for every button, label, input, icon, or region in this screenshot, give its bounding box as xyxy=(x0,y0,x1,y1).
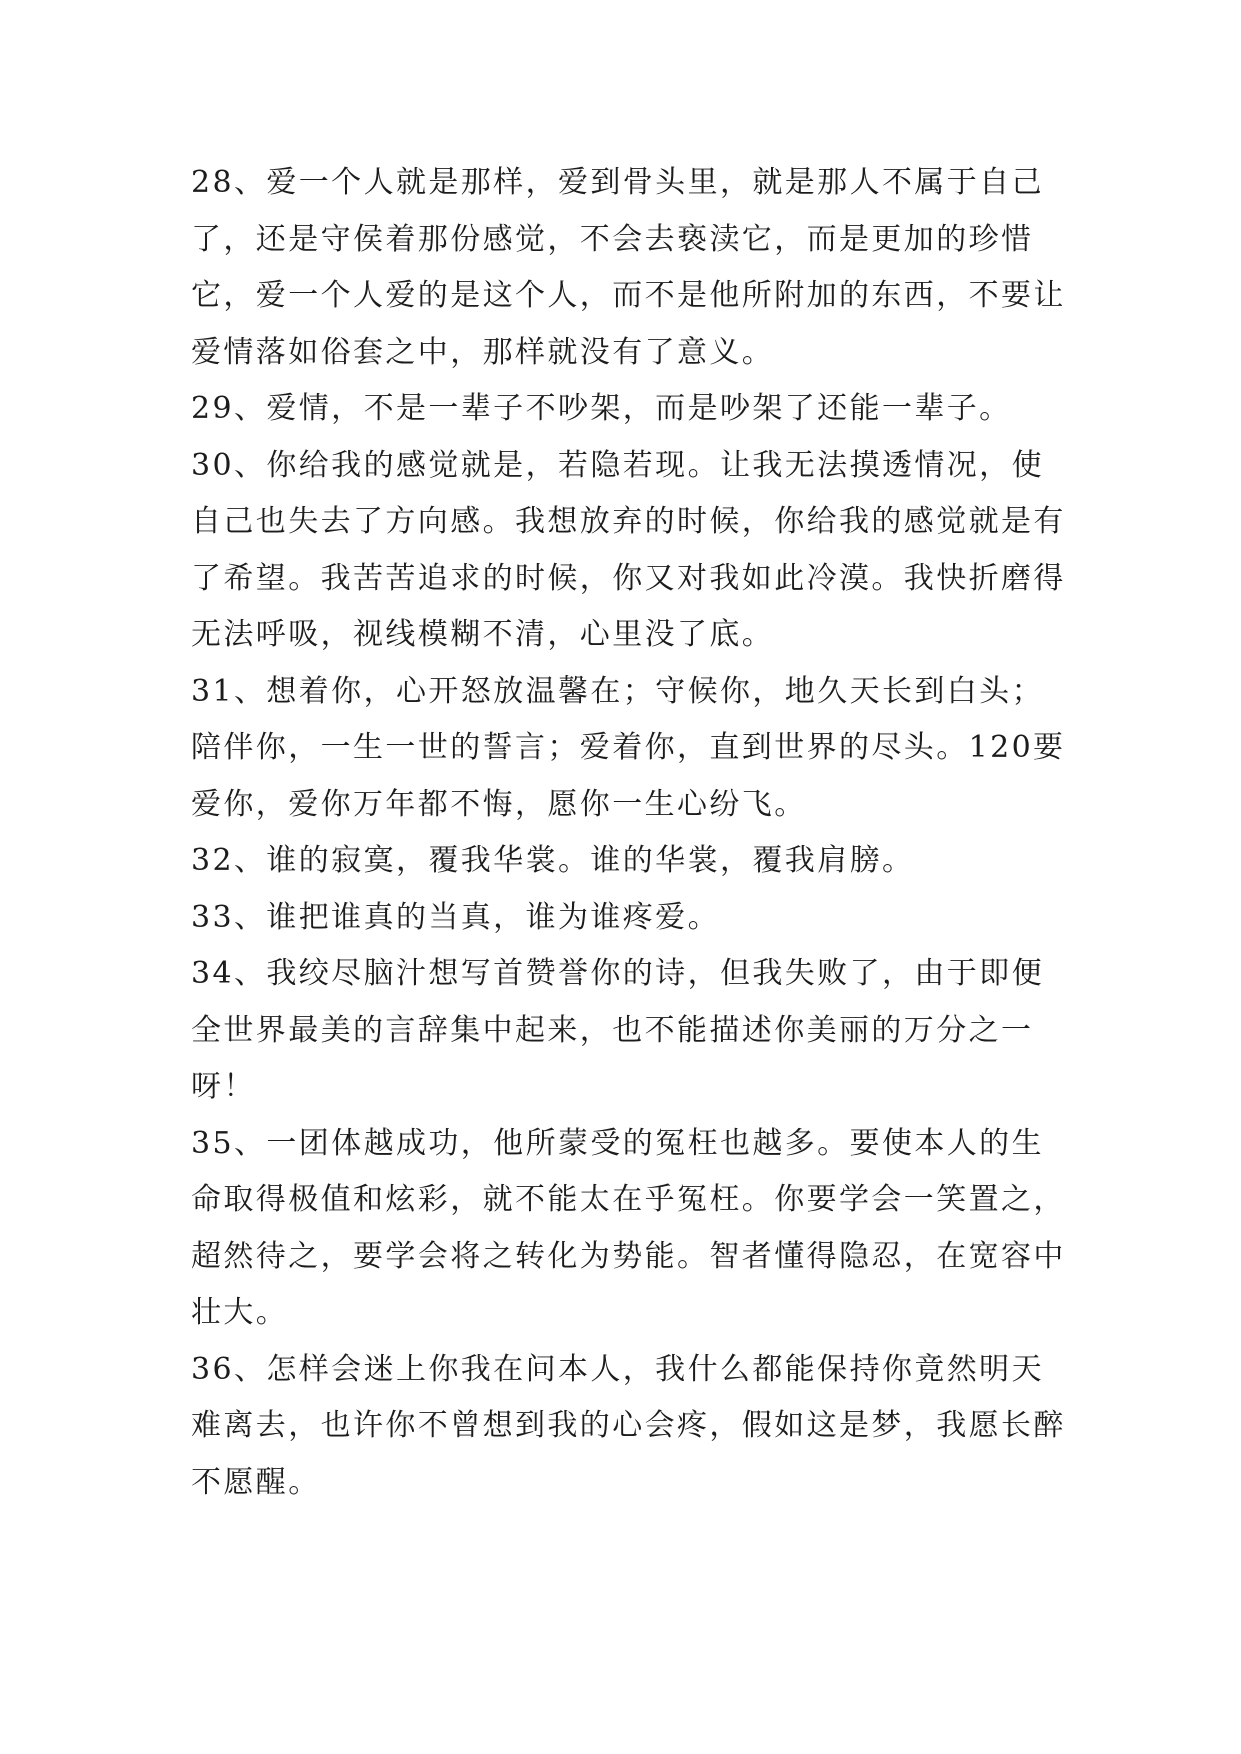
entry-34: 34、我绞尽脑汁想写首赞誉你的诗，但我失败了，由于即便全世界最美的言辞集中起来，也不能描述你美丽的万分之一呀！ xyxy=(191,956,1044,1104)
entry-28: 28、爱一个人就是那样，爱到骨头里，就是那人不属于自己了，还是守侯着那份感觉，不会去亵渎它，而是更加的珍惜它，爱一个人爱的是这个人，而不是他所附加的东西，不要让爱情落如俗套之中，那样就没有了意义。 xyxy=(191,165,1066,370)
entry-31: 31、想着你，心开怒放温馨在；守候你，地久天长到白头；陪伴你，一生一世的誓言；爱着你，直到世界的尽头。120要爱你，爱你万年都不悔，愿你一生心纷飞。 xyxy=(191,673,1066,822)
entry-29: 29、爱情，不是一辈子不吵架，而是吵架了还能一辈子。 xyxy=(191,391,1012,426)
entry-30: 30、你给我的感觉就是，若隐若现。让我无法摸透情况，使自己也失去了方向感。我想放弃的时候，你给我的感觉就是有了希望。我苦苦追求的时候，你又对我如此冷漠。我快折磨得无法呼吸，视线模糊不清，心里没了底。 xyxy=(191,447,1066,652)
entry-36: 36、怎样会迷上你我在问本人，我什么都能保持你竟然明天难离去，也许你不曾想到我的心会疼，假如这是梦，我愿长醉不愿醒。 xyxy=(191,1351,1066,1500)
entry-32: 32、谁的寂寞，覆我华裳。谁的华裳，覆我肩膀。 xyxy=(191,843,915,878)
entry-35: 35、一团体越成功，他所蒙受的冤枉也越多。要使本人的生命取得极值和炫彩，就不能太在乎冤枉。你要学会一笑置之，超然待之，要学会将之转化为势能。智者懂得隐忍，在宽容中壮大。 xyxy=(191,1125,1066,1330)
document-body xyxy=(191,155,1071,1511)
entry-33: 33、谁把谁真的当真，谁为谁疼爱。 xyxy=(191,899,720,935)
